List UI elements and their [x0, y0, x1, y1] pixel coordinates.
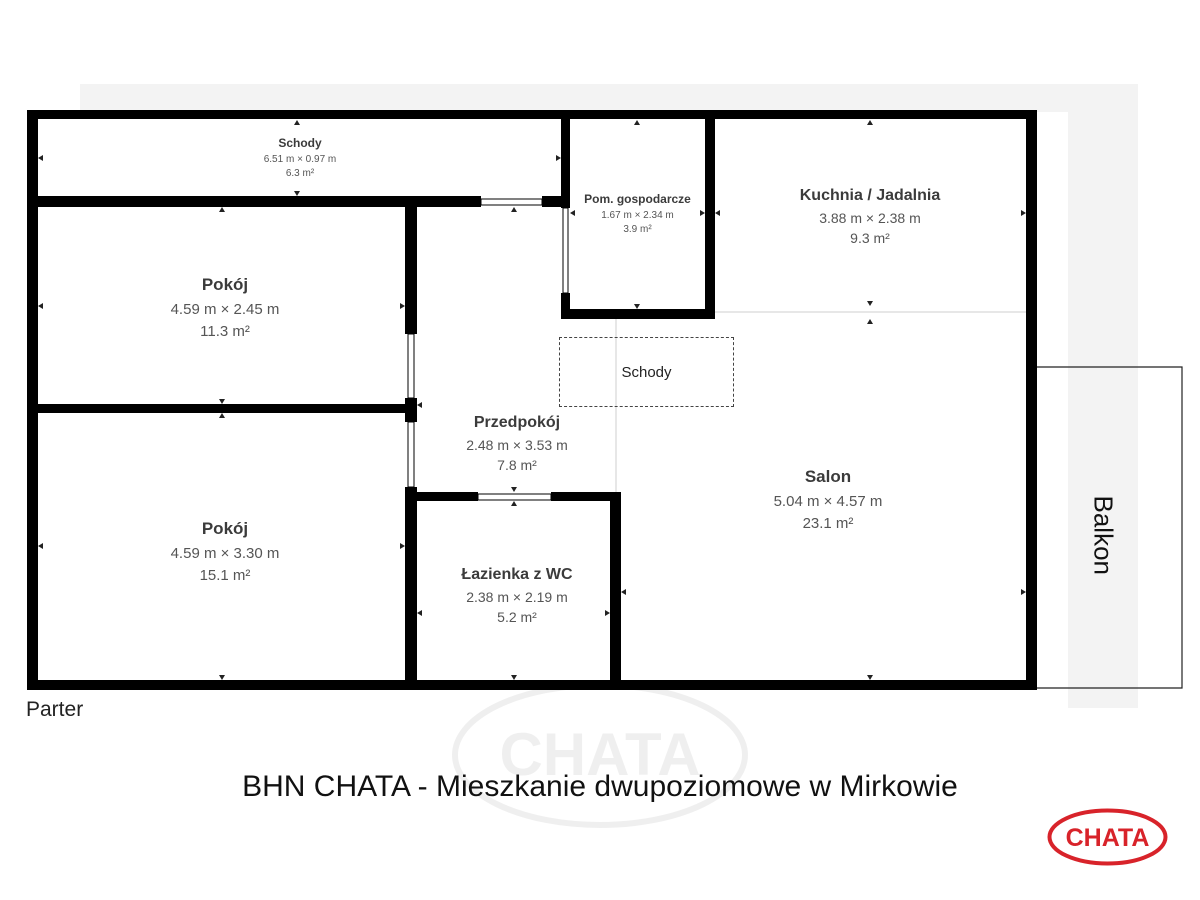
- room-utility: [570, 192, 705, 237]
- room-name: Kuchnia / Jadalnia: [799, 187, 941, 204]
- plan-caption: BHN CHATA - Mieszkanie dwupoziomowe w Mirkowie: [242, 770, 958, 803]
- room-dimensions: 4.59 m × 3.30 m: [170, 545, 280, 562]
- room-dimensions: 3.88 m × 2.38 m: [819, 210, 921, 226]
- room-bedroom-2: [125, 519, 325, 587]
- room-bathroom: [432, 566, 602, 627]
- room-dimensions: 1.67 m × 2.34 m: [601, 210, 674, 221]
- balcony-label: Balkon: [1088, 495, 1119, 575]
- room-dimensions: 6.51 m × 0.97 m: [263, 154, 337, 165]
- room-name: Schody: [278, 136, 322, 150]
- room-name: Łazienka z WC: [461, 566, 573, 583]
- logo-text: CHATA: [1065, 824, 1150, 852]
- open-stairs-label: Schody: [621, 363, 672, 381]
- room-name: Pokój: [201, 275, 249, 294]
- room-living-room: [728, 467, 928, 535]
- room-hallway: [432, 414, 602, 475]
- room-stairs-corridor: [220, 136, 380, 181]
- room-name: Przedpokój: [473, 414, 561, 431]
- room-area: 7.8 m²: [497, 457, 537, 473]
- chata-logo: [1047, 808, 1168, 866]
- room-area: 11.3 m²: [200, 323, 250, 340]
- room-dimensions: 2.48 m × 3.53 m: [466, 437, 568, 453]
- open-stairs: [559, 337, 734, 407]
- room-area: 5.2 m²: [497, 609, 537, 625]
- room-bedroom-1: [125, 275, 325, 343]
- floor-label: Parter: [26, 698, 84, 721]
- room-name: Pokój: [201, 519, 249, 538]
- room-area: 9.3 m²: [850, 230, 890, 246]
- chata-watermark: [450, 680, 750, 830]
- room-kitchen-dining: [760, 187, 980, 248]
- room-dimensions: 2.38 m × 2.19 m: [466, 589, 568, 605]
- svg-text:CHATA: CHATA: [499, 721, 701, 788]
- room-dimensions: 4.59 m × 2.45 m: [170, 301, 280, 318]
- room-area: 23.1 m²: [802, 515, 854, 532]
- room-dimensions: 5.04 m × 4.57 m: [773, 493, 883, 510]
- room-area: 6.3 m²: [285, 168, 315, 179]
- room-name: Salon: [804, 467, 852, 486]
- room-area: 15.1 m²: [199, 567, 251, 584]
- room-area: 3.9 m²: [623, 224, 652, 235]
- room-name: Pom. gospodarcze: [584, 192, 691, 206]
